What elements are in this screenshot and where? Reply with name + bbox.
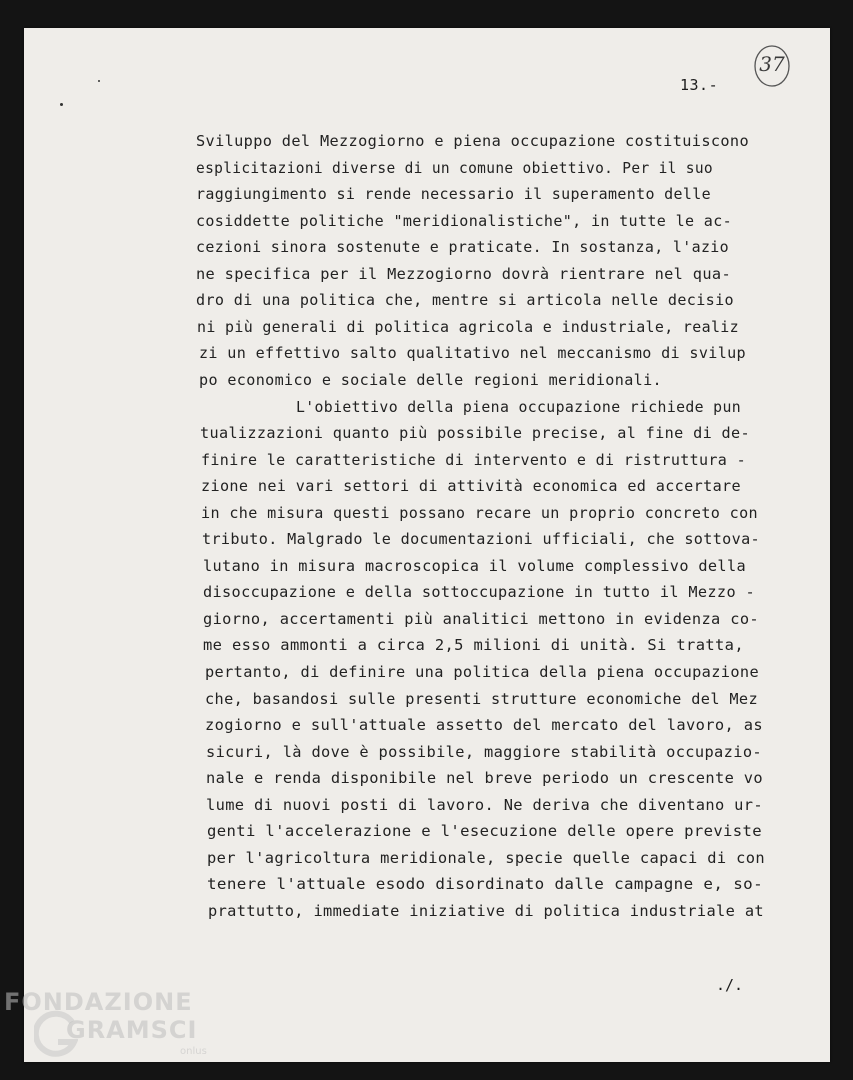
text-line: per l'agricoltura meridionale, specie quelle capaci di con (207, 848, 765, 867)
watermark-line-3: onlus (180, 1046, 207, 1057)
text-line: raggiungimento si rende necessario il superamento delle (196, 185, 711, 204)
text-line: zione nei vari settori di attività economica ed accertare (201, 477, 741, 496)
text-line: ne specifica per il Mezzogiorno dovrà rientrare nel qua- (196, 264, 731, 283)
text-line: genti l'accelerazione e l'esecuzione delle opere previste (207, 822, 762, 841)
text-line: esplicitazioni diverse di un comune obiettivo. Per il suo (196, 158, 713, 177)
text-line: tributo. Malgrado le documentazioni ufficiali, che sottova- (202, 530, 760, 549)
text-line: tualizzazioni quanto più possibile precise, al fine di de- (200, 424, 750, 443)
page-number: 13.- (680, 76, 719, 94)
text-line: sicuri, là dove è possibile, maggiore stabilità occupazio- (206, 742, 762, 761)
text-line: disoccupazione e della sottoccupazione in tutto il Mezzo - (203, 583, 755, 602)
text-line: lume di nuovi posti di lavoro. Ne deriva che diventano ur- (206, 795, 763, 814)
text-line: me esso ammonti a circa 2,5 milioni di unità. Si tratta, (203, 636, 744, 655)
text-line: prattutto, immediate iniziative di politica industriale at (208, 901, 764, 920)
text-line: dro di una politica che, mentre si articola nelle decisio (196, 291, 735, 310)
text-line: Sviluppo del Mezzogiorno e piena occupazione costituiscono (196, 132, 749, 150)
text-line: in che misura questi possano recare un proprio concreto con (201, 503, 758, 522)
text-line: giorno, accertamenti più analitici mettono in evidenza co- (203, 609, 759, 628)
text-line: zogiorno e sull'attuale assetto del mercato del lavoro, as (205, 716, 763, 735)
text-line: tenere l'attuale esodo disordinato dalle campagne e, so- (207, 875, 763, 894)
text-line: cosiddette politiche "meridionalistiche", in tutte le ac- (196, 211, 732, 230)
text-line: ni più generali di politica agricola e industriale, realiz (197, 317, 739, 336)
text-line: zi un effettivo salto qualitativo nel meccanismo di svilup (199, 344, 746, 363)
text-line: nale e renda disponibile nel breve periodo un crescente vo (206, 769, 763, 788)
text-line: cezioni sinora sostenute e praticate. In sostanza, l'azio (196, 238, 729, 257)
continuation-mark: ./. (716, 976, 744, 994)
watermark-line-1: FONDAZIONE (4, 988, 193, 1016)
text-line: che, basandosi sulle presenti strutture economiche del Mez (205, 689, 758, 708)
watermark-line-2: GRAMSCI (66, 1016, 198, 1044)
text-line: lutano in misura macroscopica il volume complessivo della (203, 556, 746, 575)
text-line: pertanto, di definire una politica della piena occupazione (205, 663, 759, 681)
archive-number: 37 (759, 52, 785, 76)
fondazione-gramsci-watermark (4, 988, 224, 1068)
text-line: L'obiettivo della piena occupazione richiede pun (296, 397, 741, 416)
text-line: po economico e sociale delle regioni meridionali. (199, 370, 662, 389)
text-line: finire le caratteristiche di intervento e di ristruttura - (201, 450, 746, 469)
